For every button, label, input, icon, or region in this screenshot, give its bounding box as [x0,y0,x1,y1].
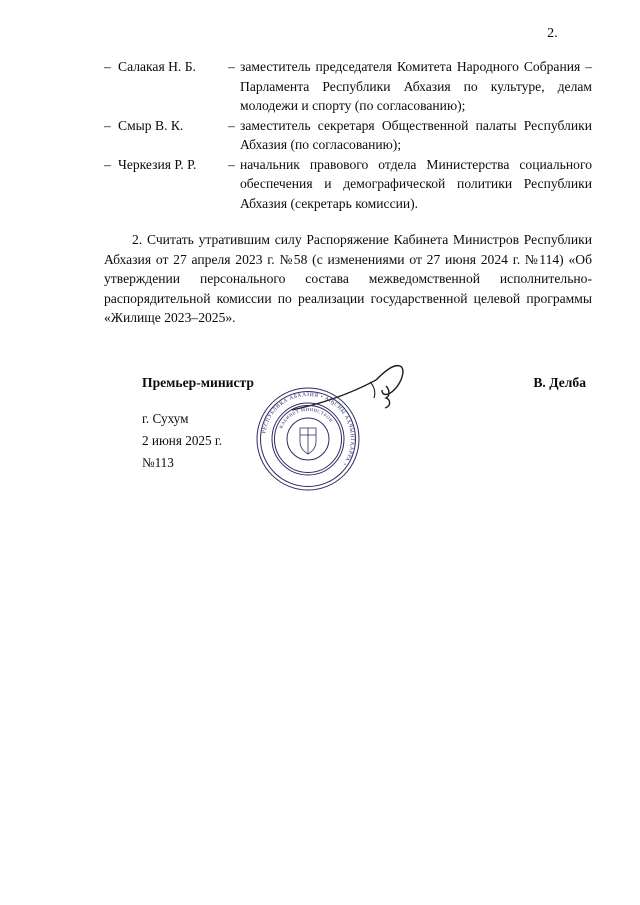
list-dash: – [104,117,111,133]
list-dash: – [104,59,111,74]
list-separator: – [228,117,235,133]
member-name: Черкезия Р. Р. [118,156,197,172]
svg-text:РЕСПУБЛИКА АБХАЗИЯ • АҦСНЫ АҲӴ: РЕСПУБЛИКА АБХАЗИЯ • АҦСНЫ АҲӴЫНТҚАРРА • [261,391,356,467]
official-stamp [255,386,361,492]
member-position: заместитель председателя Комитета Народного Собрания – Парламента Республики Абхазия по культуре, делам молодежи и спорту (по согласованию); [240,59,592,113]
document-number: №113 [142,455,174,470]
member-position: начальник правового отдела Министерства социального обеспечения и демографической политики Республики Абхазия (секретарь комиссии). [240,156,592,211]
list-item [104,155,592,214]
document-body [104,57,592,341]
place-date-block [142,408,222,474]
signatory-name: В. Делба [533,375,586,390]
list-dash: – [104,156,111,172]
member-name: Салакая Н. Б. [118,59,196,74]
list-item [104,57,592,116]
place: г. Сухум [142,411,189,426]
page-number: 2. [547,26,558,41]
signatory-title: Премьер-министр [142,375,254,390]
member-name: Смыр В. К. [118,117,184,133]
member-position: заместитель секретаря Общественной палаты Республики Абхазия (по согласованию); [240,117,592,152]
list-separator: – [228,59,235,74]
list-item [104,116,592,155]
paragraph-2: 2. Считать утратившим силу Распоряжение Кабинета Министров Республики Абхазия от 27 апреля 2023 г. №58 (с изменениями от 27 июня 2024 г. №114) «Об утверждении персонального состава межведомственной исполнительно-распорядительной комиссии по реализации государственной целевой программы «Жилище 2023–2025». [104,232,592,325]
signature-block [104,375,592,391]
handwritten-signature [290,360,420,430]
list-separator: – [228,156,235,172]
date: 2 июня 2025 г. [142,433,223,448]
svg-text:КАБИНЕТ МИНИСТРОВ: КАБИНЕТ МИНИСТРОВ [278,406,334,430]
